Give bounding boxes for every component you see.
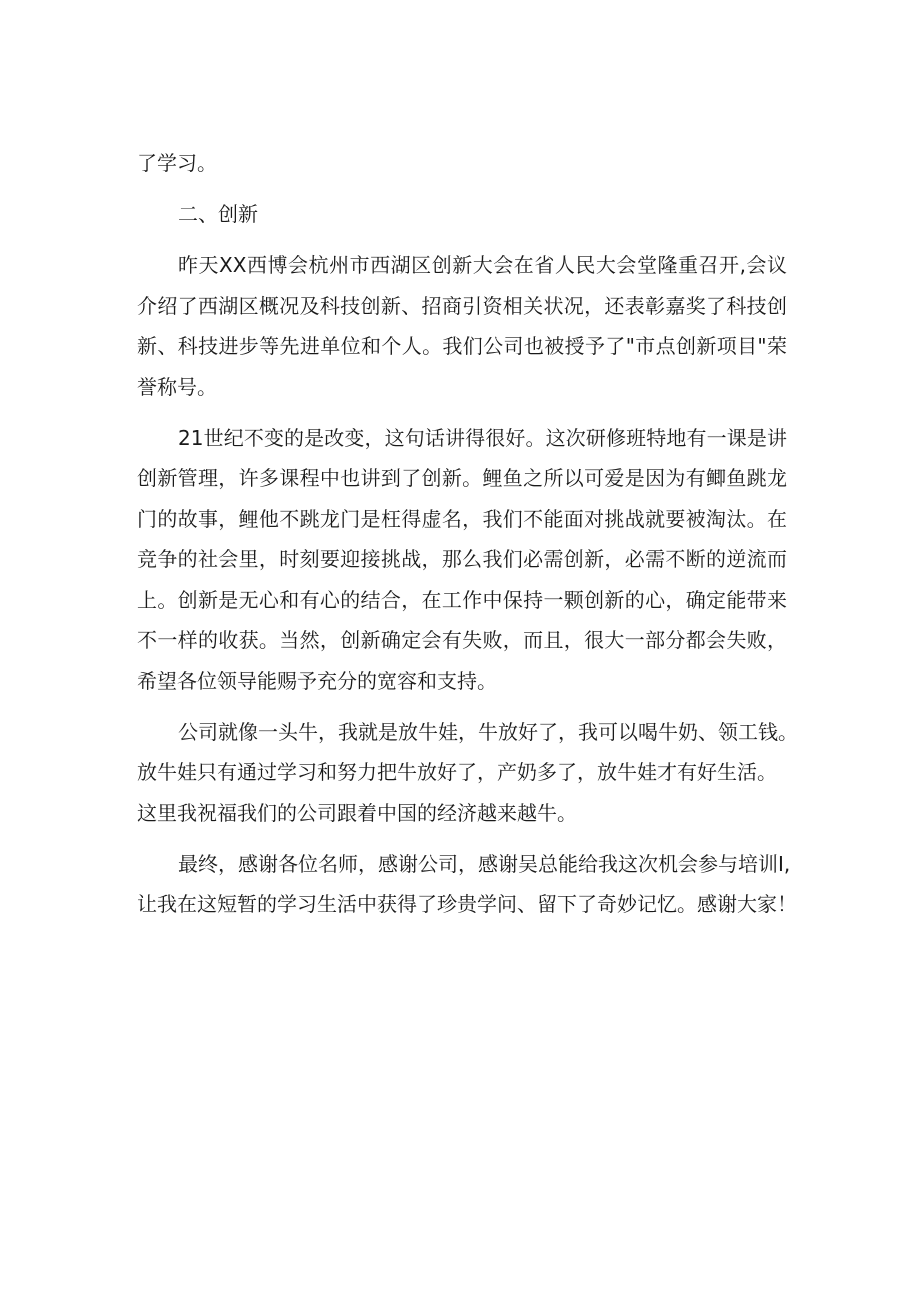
text-line: 上。创新是无心和有心的结合，在工作中保持一颗创新的心，确定能带来 [137,587,787,612]
text-line: 竞争的社会里，时刻要迎接挑战，那么我们必需创新，必需不断的逆流而 [137,547,787,571]
paragraph-innovation-conference [137,245,787,407]
text-line: 新、科技进步等先进单位和个人。我们公司也被授予了"市点创新项目"荣 [137,334,787,358]
text-line: 这里我祝福我们的公司跟着中国的经济越来越牛。 [137,800,577,825]
section-heading [137,194,787,235]
text-line: 昨天XX西博会杭州市西湖区创新大会在省人民大会堂隆重召开,会议 [178,253,787,277]
text-line: 不一样的收获。当然，创新确定会有失败，而且，很大一部分都会失败， [137,628,787,652]
text-line: 誉称号。 [137,374,217,399]
text-line: 门的故事，鲤他不跳龙门是枉得虚名，我们不能面对挑战就要被淘汰。在 [137,506,787,531]
text-line: 介绍了西湖区概况及科技创新、招商引资相关状况，还表彰嘉奖了科技创 [137,293,787,318]
text-line: 最终，感谢各位名师，感谢公司，感谢吴总能给我这次机会参与培训I, [178,851,791,876]
text-line: 放牛娃只有通过学习和努力把牛放好了，产奶多了，放牛娃才有好生活。 [137,760,777,784]
paragraph-thanks [137,844,797,925]
text-line: 创新管理，许多课程中也讲到了创新。鲤鱼之所以可爱是因为有鲫鱼跳龙 [137,466,787,490]
text-line: 让我在这短暂的学习生活中获得了珍贵学问、留下了奇妙记忆。感谢大家！ [137,892,797,916]
text-line: 希望各位领导能赐予充分的宽容和支持。 [137,668,497,693]
paragraph-company-cow [137,712,798,834]
section-heading-text: 二、创新 [178,202,258,226]
paragraph-continuation [137,143,787,184]
paragraph-21st-century [137,418,787,702]
text-line: 了学习。 [137,151,217,175]
text-line: 21世纪不变的是改变，这句话讲得很好。这次研修班特地有一课是讲 [178,425,787,450]
text-line: 公司就像一头牛，我就是放牛娃，牛放好了，我可以喝牛奶、领工钱。 [178,719,798,744]
document-body [137,143,798,925]
